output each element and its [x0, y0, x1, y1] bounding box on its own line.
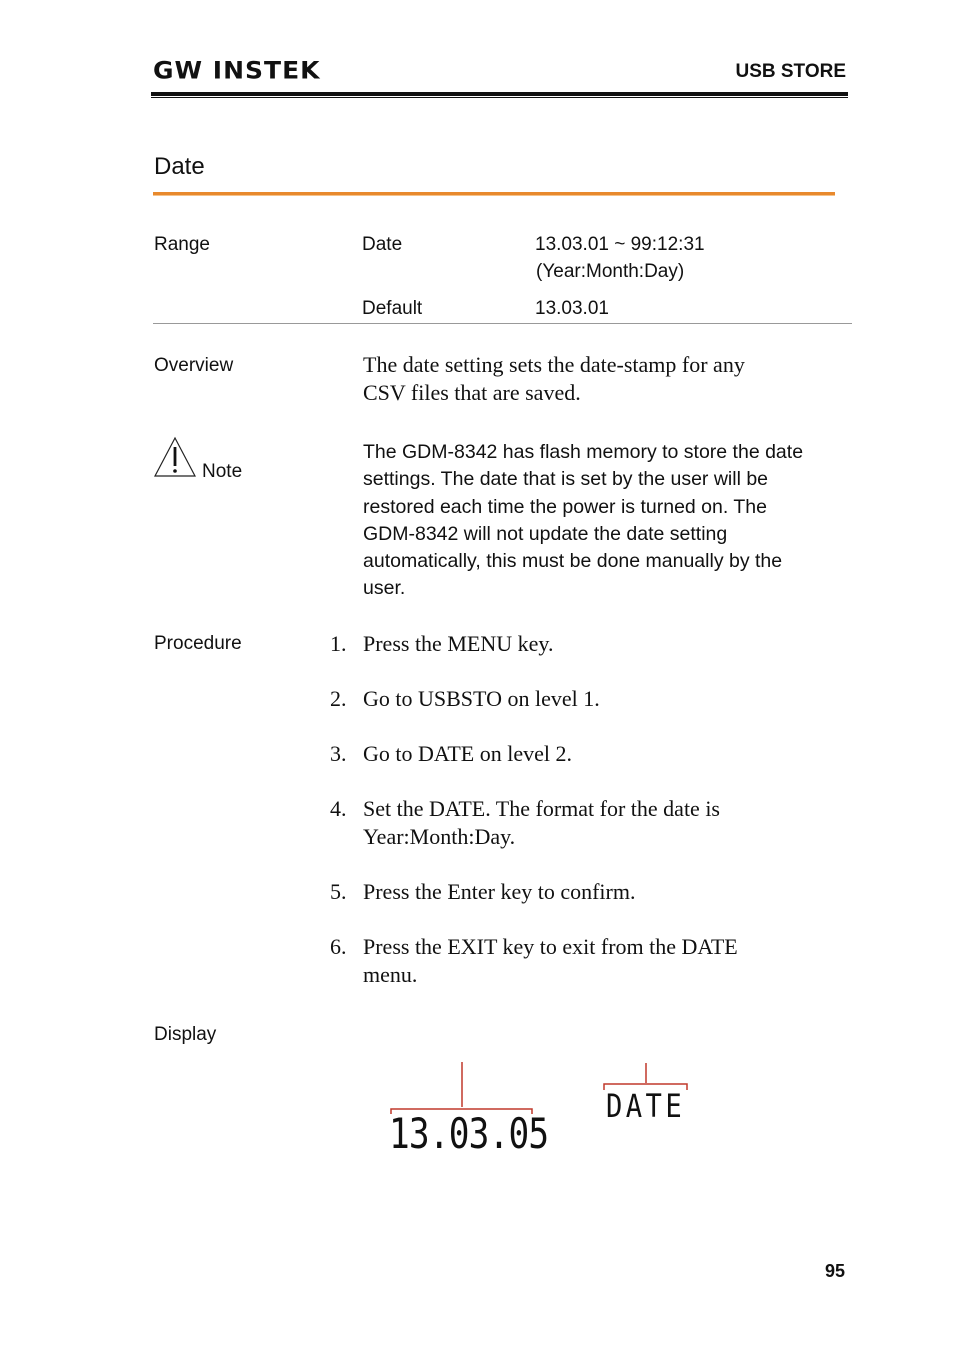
procedure-label: Procedure: [154, 633, 242, 654]
note-line: GDM-8342 will not update the date setting: [363, 522, 728, 545]
step-text: Press the Enter key to confirm.: [363, 879, 636, 904]
procedure-step: [330, 685, 800, 713]
step-number: 5.: [330, 879, 347, 904]
range-default-value: 13.03.01: [535, 298, 609, 319]
note-label: Note: [202, 461, 243, 482]
range-date-name: Date: [362, 234, 403, 255]
note-line: restored each time the power is turned on. The: [363, 495, 767, 518]
procedure-step: [330, 740, 800, 768]
step-number: 2.: [330, 686, 347, 711]
range-default-name: Default: [362, 298, 423, 319]
range-date-value: 13.03.01 ~ 99:12:31: [535, 234, 705, 255]
procedure-step: [330, 933, 800, 989]
note-text: [363, 439, 843, 603]
note-line: settings. The date that is set by the user will be: [363, 468, 769, 491]
note-line: automatically, this must be done manually by the: [363, 550, 783, 573]
procedure-step: [330, 630, 800, 658]
header-rule-thin: [151, 97, 848, 98]
step-text-continued: menu.: [363, 962, 418, 987]
step-text: Go to USBSTO on level 1.: [363, 686, 600, 711]
step-text-continued: Year:Month:Day.: [363, 824, 516, 849]
step-number: 3.: [330, 741, 347, 766]
page-number: 95: [824, 1261, 845, 1281]
procedure-step: [330, 878, 800, 906]
procedure-steps: [330, 630, 800, 1016]
step-text: Set the DATE. The format for the date is: [363, 796, 720, 821]
overview-text-line2: CSV files that are saved.: [363, 380, 581, 405]
step-number: 4.: [330, 796, 347, 821]
procedure-step: [330, 795, 800, 851]
range-date-format: (Year:Month:Day): [536, 261, 685, 282]
step-number: 6.: [330, 934, 347, 959]
page-title: Date: [154, 153, 205, 180]
gw-instek-logo: GW INSTEK: [153, 56, 321, 85]
overview-label: Overview: [154, 355, 234, 376]
range-label: Range: [154, 234, 210, 255]
note-line: The GDM-8342 has flash memory to store the date: [363, 441, 804, 463]
overview-text-line1: The date setting sets the date-stamp for any: [363, 352, 745, 377]
note-line: user.: [363, 577, 406, 600]
step-text: Go to DATE on level 2.: [363, 741, 572, 766]
title-rule-shadow: [153, 195, 835, 196]
main-lcd-readout: 13.03.05: [389, 1109, 549, 1158]
warning-icon: [153, 436, 197, 478]
secondary-lcd-readout: DATE: [606, 1087, 686, 1125]
step-number: 1.: [330, 631, 347, 656]
step-text: Press the MENU key.: [363, 631, 554, 656]
range-divider: [153, 323, 852, 324]
step-text: Press the EXIT key to exit from the DATE: [363, 934, 738, 959]
header-section-name: USB STORE: [735, 61, 846, 82]
header-rule: [151, 92, 848, 96]
display-label: Display: [154, 1024, 217, 1045]
